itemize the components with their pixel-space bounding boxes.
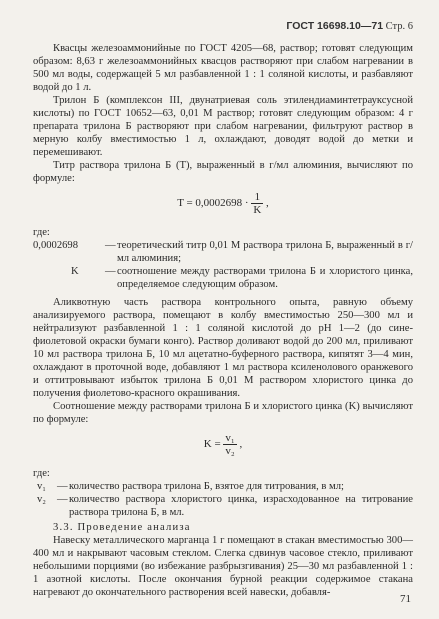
- formula-tail: ,: [266, 197, 269, 210]
- where-label: где:: [33, 468, 50, 479]
- dash: —: [57, 481, 68, 492]
- formula-numerator: 1: [251, 191, 263, 204]
- definition-text: количество раствора трилона Б, взятое для титрования, в мл;: [69, 481, 344, 492]
- formula-lhs: T = 0,0002698 ·: [177, 197, 249, 210]
- section-title: 3.3. Проведение анализа: [53, 522, 191, 533]
- formula-fraction: [223, 432, 236, 457]
- where-label: где:: [33, 227, 50, 238]
- page-label: Стр. 6: [385, 21, 413, 32]
- definition-text: теоретический титр 0,01 М раствора трилона Б, выраженный в г/мл алюминия;: [117, 240, 413, 264]
- formula-lhs: K =: [203, 438, 221, 451]
- dash: —: [57, 494, 68, 505]
- definition-row: [33, 480, 413, 493]
- page-number: 71: [400, 593, 411, 605]
- definition-row: [33, 493, 413, 519]
- paragraph: Титр раствора трилона Б (Т), выраженный в г/мл алюминия, вычисляют по формуле:: [33, 160, 413, 184]
- dash: —: [105, 266, 116, 277]
- standard-number: ГОСТ 16698.10—71: [286, 20, 384, 32]
- dash: —: [105, 240, 116, 251]
- definition-row: [33, 265, 413, 291]
- definition-text: количество раствора хлористого цинка, израсходованное на титрование раствора трилона Б, в мл.: [69, 494, 413, 518]
- definition-text: соотношение между растворами трилона Б и хлористого цинка, определяемое следующим образом.: [117, 266, 413, 290]
- definition-row: [33, 239, 413, 265]
- paragraph: Трилон Б (комплексон III, двунатриевая соль этилендиаминтетрауксусной кислоты) по ГОСТ 10652—63, 0,01 М раствор; готовят следующим образом: 4 г препарата трилона Б растворяют при слабом нагревании, фильтруют раствор в мерную колбу вместимостью 1 л, охлаждают, доводят водой до метки и перемешивают.: [33, 95, 413, 158]
- definition-term: v₁: [37, 481, 46, 492]
- paragraph: Квасцы железоаммонийные по ГОСТ 4205—68, раствор; готовят следующим образом: 8,63 г железоаммонийных квасцов растворяют при слабом нагревании в 500 мл воды, содержащей 5 мл разбавленной 1 : 1 соляной кислоты, и разбавляют водой до 1 л.: [33, 43, 413, 93]
- definitions-list: [33, 239, 413, 291]
- paragraph: Соотношение между растворами трилона Б и хлористого цинка (K) вычисляют по формуле:: [33, 401, 413, 425]
- paragraph: Навеску металлического марганца 1 г помещают в стакан вместимостью 300—400 мл и накрывают часовым стеклом. Слегка сдвинув часовое стекло, приливают небольшими порциями (во избежание разбрызгивания) 25—30 мл разбавленной 1 : 1 азотной кислоты. После окончания бурной реакции содержимое стакана нагревают до окончательного растворения всей навески, добавля-: [33, 535, 413, 598]
- definition-term: K: [71, 266, 79, 277]
- formula-denominator: K: [253, 204, 262, 216]
- page-header: [286, 20, 413, 32]
- formula-fraction: [251, 191, 263, 216]
- formula-titre: [33, 191, 413, 216]
- formula-denominator: v₂: [225, 445, 235, 457]
- formula-tail: ,: [239, 438, 243, 451]
- definition-term: v₂: [37, 494, 46, 505]
- definitions-list: [33, 480, 413, 519]
- definition-term: 0,0002698: [33, 240, 79, 251]
- formula-ratio: [33, 432, 413, 457]
- paragraph: Аликвотную часть раствора контрольного опыта, равную объему анализируемого раствора, помещают в колбу вместимостью 250—300 мл и нейтрализуют разбавленной 1 : 1 соляной кислотой до рН 1—2 (до сине-фиолетовой окраски бумаги конго). Раствор доливают водой до 200 мл, приливают 10 мл раствора трилона Б, 10 мл ацетатно-буферного раствора, кипятят 3—4 мин, охлаждают в проточной воде, добавляют 1 мл раствора ксиленолового оранжевого и оттитровывают избыток трилона Б 0,01 М раствором хлористого цинка до получения фиолетово-красного окрашивания.: [33, 297, 413, 399]
- body-text: [33, 42, 413, 599]
- formula-numerator: v₁: [225, 432, 235, 444]
